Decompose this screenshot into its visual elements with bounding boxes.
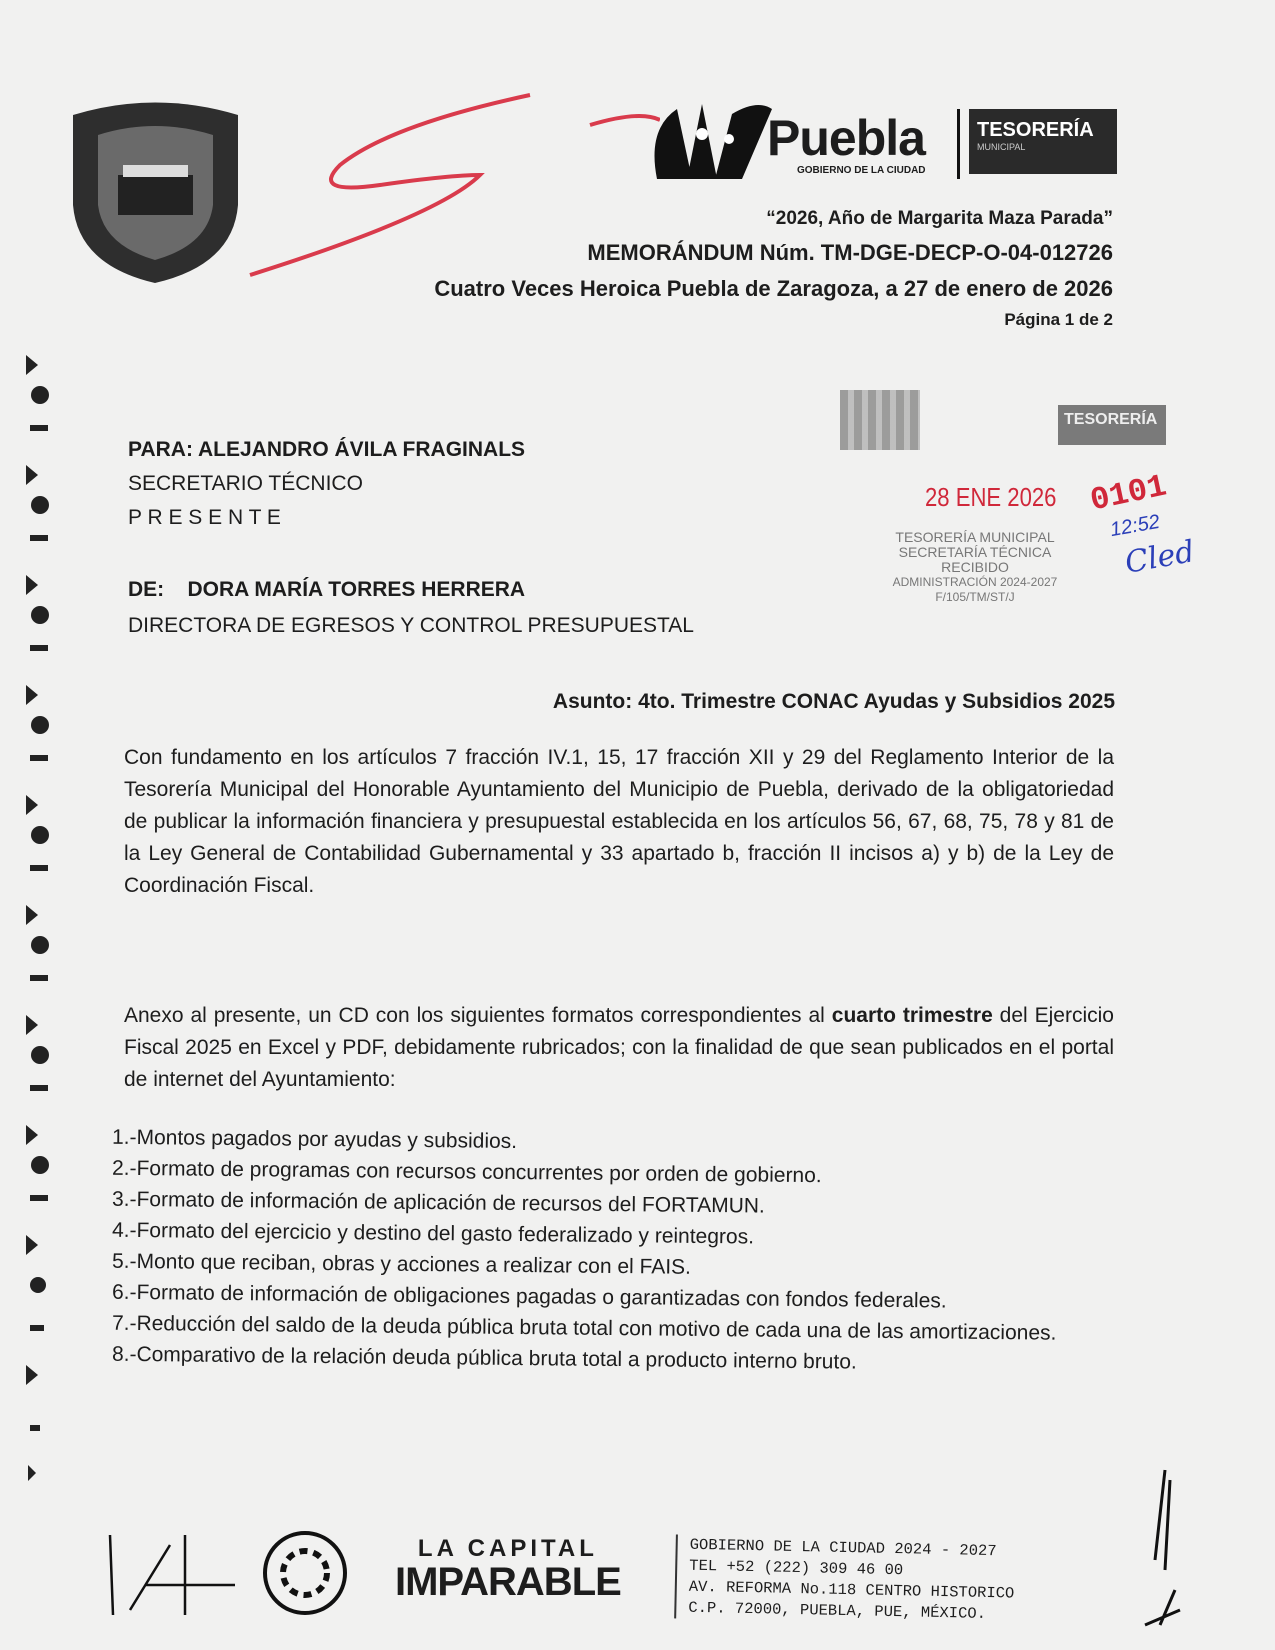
stamp-line: RECIBIDO: [941, 559, 1009, 575]
stamp-dept: TESORERÍA: [1058, 405, 1166, 445]
puebla-tesoreria-logo: [647, 89, 1117, 189]
logo-subtitle: GOBIERNO DE LA CIUDAD: [797, 165, 926, 176]
margin-signature: [1125, 1460, 1215, 1630]
stamp-logo-icon: [840, 390, 920, 450]
slogan-line-2: IMPARABLE: [395, 1560, 621, 1604]
decorative-border: [24, 355, 54, 1555]
list-item: 1.-Montos pagados por ayudas y subsidios.: [111, 1125, 518, 1154]
capital-imparable-logo: [395, 1535, 621, 1604]
list-item: 8.-Comparativo de la relación deuda pública bruta total a producto interno bruto.: [111, 1342, 857, 1374]
subject: Asunto: 4to. Trimestre CONAC Ayudas y Subsidios 2025: [552, 690, 1115, 713]
place-date: Cuatro Veces Heroica Puebla de Zaragoza, a 27 de enero de 2026: [434, 276, 1113, 301]
text: Anexo al presente, un CD con los siguientes formatos correspondientes al: [124, 1004, 832, 1027]
year-motto: “2026, Año de Margarita Maza Parada”: [766, 208, 1113, 229]
address-line: C.P. 72000, PUEBLA, PUE, MÉXICO.: [688, 1598, 987, 1623]
list-item: 6.-Formato de información de obligaciones pagadas o garantizadas con fondos federales.: [111, 1280, 947, 1313]
recipient-name: PARA: ALEJANDRO ÁVILA FRAGINALS: [128, 438, 526, 461]
body-paragraph-1: Con fundamento en los artículos 7 fracción IV.1, 15, 17 fracción XII y 29 del Reglamento Interior de la Tesorería Municipal del Honorable Ayuntamiento del Municipio de Puebla, derivado de la obligatoriedad de publicar la información financiera y presupuestal establecida en los artículos 56, 67, 68, 75, 78 y 81 de la Ley General de Contabilidad Gubernamental y 33 apartado b, fracción II incisos a) y b) de la Ley de Coordinación Fiscal.: [124, 746, 1114, 897]
initials-signature: [105, 1525, 365, 1620]
stamp-line: SECRETARÍA TÉCNICA: [898, 544, 1052, 560]
list-item: 3.-Formato de información de aplicación de recursos del FORTAMUN.: [111, 1187, 765, 1218]
stamp-date: 28 ENE 2026: [925, 482, 1057, 512]
presente: P R E S E N T E: [128, 506, 281, 529]
list-item: 2.-Formato de programas con recursos concurrentes por orden de gobierno.: [111, 1156, 822, 1188]
body-paragraph-2: [124, 1000, 1114, 1096]
slogan-line-1: LA CAPITAL: [417, 1535, 598, 1562]
stamp-time: 12:52: [1108, 510, 1162, 542]
stamp-folio: 0101: [1086, 467, 1170, 520]
memo-number: MEMORÁNDUM Núm. TM-DGE-DECP-O-04-012726: [587, 240, 1113, 265]
city-seal: [63, 95, 248, 285]
stamp-text: [840, 530, 1110, 605]
bold-text: cuarto trimestre: [831, 1004, 993, 1027]
stamp-line: F/105/TM/ST/J: [935, 590, 1015, 604]
sender-line: [128, 578, 525, 602]
stamp-initials: Cled: [1122, 534, 1198, 581]
format-list: [112, 1127, 1112, 1375]
logo-city-name: Puebla: [767, 110, 925, 166]
sender-name: DORA MARÍA TORRES HERRERA: [187, 578, 526, 601]
recipient-title: SECRETARIO TÉCNICO: [128, 472, 363, 495]
page-number: Página 1 de 2: [1004, 310, 1113, 329]
address-line: AV. REFORMA No.118 CENTRO HISTORICO: [688, 1577, 1015, 1603]
logo-dept-sub: MUNICIPAL: [977, 142, 1026, 152]
list-item: 4.-Formato del ejercicio y destino del gasto federalizado y reintegros.: [111, 1218, 755, 1249]
address-line: GOBIERNO DE LA CIUDAD 2024 - 2027: [689, 1535, 997, 1561]
sender-title: DIRECTORA DE EGRESOS Y CONTROL PRESUPUESTAL: [128, 614, 694, 637]
text: del Ejercicio Fiscal 2025 en Excel y PDF, debidamente rubricados; con la finalidad de que sean publicados en el portal de internet del Ayuntamiento:: [124, 1004, 1114, 1091]
address-line: TEL +52 (222) 309 46 00: [689, 1556, 904, 1580]
stamp-line: ADMINISTRACIÓN 2024-2027: [892, 575, 1058, 589]
list-item: 5.-Monto que reciban, obras y acciones a realizar con el FAIS.: [111, 1249, 692, 1279]
logo-dept: TESORERÍA: [977, 119, 1094, 141]
footer-address: [674, 1534, 1015, 1625]
list-item: 7.-Reducción del saldo de la deuda pública bruta total con motivo de cada una de las amortizaciones.: [111, 1311, 1057, 1345]
received-stamp: [840, 380, 1198, 610]
stamp-line: TESORERÍA MUNICIPAL: [895, 529, 1055, 545]
sender-label: DE:: [128, 578, 165, 601]
